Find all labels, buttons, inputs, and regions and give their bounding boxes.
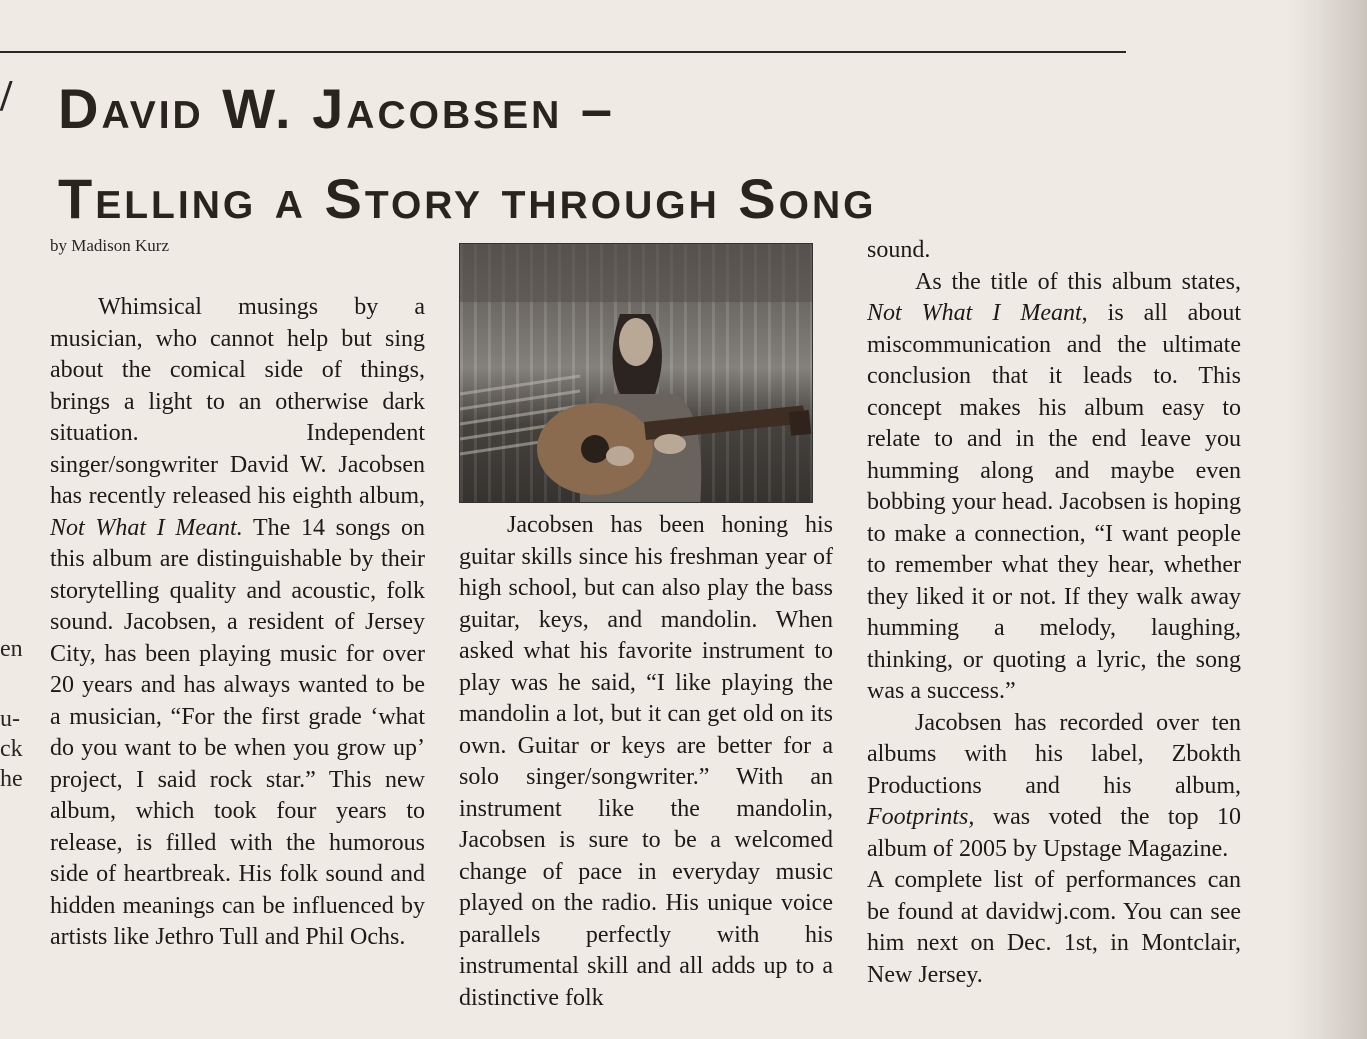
album-title: Footprints, bbox=[867, 804, 975, 830]
text-run: , is all about miscommunication and the ultimate conclusion that it leads to. This concept makes his album easy to relate to and in the end leave you humming along and maybe even bobbing your head. Jacobsen is hoping to make a connection, “I want people to remember what they hear, whether they liked it or not. If they walk away humming a melody, laughing, thinking, or quoting a lyric, the song was a success.” bbox=[867, 300, 1241, 704]
article-headline bbox=[58, 64, 876, 244]
paragraph-continuation: sound. bbox=[867, 237, 931, 263]
paragraph: A complete list of performances can be found at davidwj.com. You can see him next on Dec. 1st, in Montclair, New Jersey. bbox=[867, 867, 1241, 988]
article-column-2 bbox=[459, 510, 833, 1014]
paragraph bbox=[867, 708, 1241, 866]
album-title: Not What I Meant bbox=[867, 300, 1082, 326]
adjacent-article-fragment: u- bbox=[0, 706, 20, 732]
adjacent-article-fragment: ck bbox=[0, 736, 23, 762]
article-column-1 bbox=[50, 292, 425, 954]
adjacent-article-fragment: en bbox=[0, 636, 23, 662]
artist-photo bbox=[459, 243, 813, 503]
text-run: was voted the top 10 album of 2005 by Upstage Magazine. bbox=[867, 804, 1241, 862]
paragraph bbox=[50, 292, 425, 954]
text-run: As the title of this album states, bbox=[915, 268, 1241, 295]
text-run: The 14 songs on this album are distinguishable by their storytelling quality and acoustic, folk sound. Jacobsen, a resident of Jersey City, has been playing music for over 20 years and has always wanted to be a musician, “For the first grade ‘what do you want to be when you grow up’ project, I said rock star.” This new album, which took four years to release, is filled with the humorous side of heartbreak. His folk sound and hidden meanings can be influenced by artists like Jethro Tull and Phil Ochs. bbox=[50, 514, 426, 950]
byline: by Madison Kurz bbox=[50, 236, 169, 255]
headline-line-2: Telling a Story through Song bbox=[58, 167, 877, 230]
text-run: Whimsical musings by a musician, who cannot help but sing about the comical side of things, brings a light to an otherwise dark situation. Independent singer/songwriter David W. Jacobsen has recently released his eighth album, bbox=[50, 294, 425, 509]
guitarist-illustration bbox=[460, 244, 812, 502]
article-column-3 bbox=[867, 235, 1241, 991]
text-run: Jacobsen has recorded over ten albums with his label, Zbokth Productions and his album, bbox=[867, 709, 1241, 799]
paragraph bbox=[867, 267, 1241, 708]
previous-article-headline-fragment: / bbox=[0, 71, 13, 120]
page-edge-shadow bbox=[1287, 0, 1367, 1039]
album-title: Not What I Meant. bbox=[50, 514, 243, 541]
paragraph: Jacobsen has been honing his guitar skills since his freshman year of high school, but can also play the bass guitar, keys, and mandolin. When asked what his favorite instrument to play was he said, “I like playing the mandolin a lot, but it can get old on its own. Guitar or keys are better for a solo singer/songwriter.” With an instrument like the mandolin, Jacobsen is sure to be a welcomed change of pace in everyday music played on the radio. His unique voice parallels perfectly with his instrumental skill and all adds up to a distinctive folk bbox=[459, 512, 833, 1011]
adjacent-article-fragment: he bbox=[0, 766, 23, 792]
headline-line-1: David W. Jacobsen – bbox=[58, 77, 616, 140]
top-rule bbox=[0, 51, 1126, 53]
